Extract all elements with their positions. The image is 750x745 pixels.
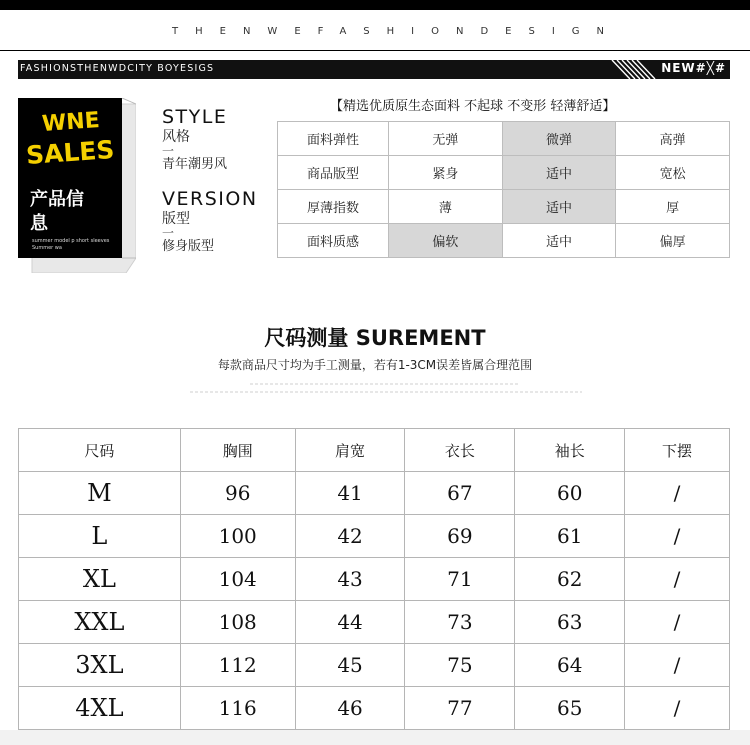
banner-new-label: NEW#╳# <box>661 61 726 75</box>
size-chart-table <box>18 428 730 730</box>
style-heading-cn: 风格 <box>162 129 190 145</box>
bottom-edge <box>0 730 750 745</box>
size-value-cell: 62 <box>515 558 625 601</box>
measure-note: 每款商品尺寸均为手工测量，若有1-3CM误差皆属合理范围 <box>217 358 533 372</box>
size-name-cell: 3XL <box>19 644 181 687</box>
size-value-cell: 61 <box>515 515 625 558</box>
size-table-header: 胸围 <box>180 429 295 472</box>
size-value-cell: 65 <box>515 687 625 730</box>
measure-title: 尺码测量 SUREMENT <box>264 326 486 350</box>
header-banner <box>18 60 730 79</box>
size-table-header: 尺码 <box>19 429 181 472</box>
size-value-cell: 96 <box>180 472 295 515</box>
property-option: 紧身 <box>389 156 503 190</box>
table-row <box>19 601 730 644</box>
product-info-badge <box>18 98 136 273</box>
style-dash: 一 <box>162 144 175 158</box>
size-value-cell: 112 <box>180 644 295 687</box>
property-option: 偏厚 <box>616 224 730 258</box>
size-value-cell: 60 <box>515 472 625 515</box>
property-option: 无弹 <box>389 122 503 156</box>
property-option: 宽松 <box>616 156 730 190</box>
divider-line <box>0 50 750 51</box>
property-option: 适中 <box>502 156 616 190</box>
property-option: 适中 <box>502 190 616 224</box>
size-value-cell: 64 <box>515 644 625 687</box>
property-row <box>278 224 730 258</box>
size-value-cell: 104 <box>180 558 295 601</box>
size-name-cell: XL <box>19 558 181 601</box>
size-value-cell: 71 <box>405 558 515 601</box>
property-name: 商品版型 <box>278 156 389 190</box>
fabric-properties-table <box>277 121 730 258</box>
property-name: 面料弹性 <box>278 122 389 156</box>
size-table-header-row <box>19 429 730 472</box>
property-row <box>278 190 730 224</box>
property-option: 厚 <box>616 190 730 224</box>
spec-column <box>162 106 272 256</box>
property-option: 薄 <box>389 190 503 224</box>
size-name-cell: XXL <box>19 601 181 644</box>
size-value-cell: 44 <box>295 601 405 644</box>
size-value-cell: 67 <box>405 472 515 515</box>
decorative-fine-text <box>190 380 582 400</box>
size-value-cell: 63 <box>515 601 625 644</box>
version-heading: VERSION <box>162 188 258 210</box>
version-heading-cn: 版型 <box>162 211 190 227</box>
size-value-cell: 77 <box>405 687 515 730</box>
style-value: 青年潮男风 <box>162 157 228 172</box>
size-value-cell: / <box>625 601 730 644</box>
stripes-icon <box>610 60 666 79</box>
style-heading: STYLE <box>162 106 228 128</box>
size-value-cell: / <box>625 558 730 601</box>
size-table-header: 肩宽 <box>295 429 405 472</box>
table-row <box>19 644 730 687</box>
property-option: 微弹 <box>502 122 616 156</box>
top-spaced-title: THENWEFASHIONDESIGN <box>172 26 622 37</box>
size-value-cell: 116 <box>180 687 295 730</box>
property-option: 偏软 <box>389 224 503 258</box>
table-row <box>19 472 730 515</box>
property-row <box>278 156 730 190</box>
size-name-cell: 4XL <box>19 687 181 730</box>
badge-title-line2: SALES <box>25 134 116 171</box>
size-value-cell: 69 <box>405 515 515 558</box>
version-value: 修身版型 <box>162 239 215 254</box>
property-name: 厚薄指数 <box>278 190 389 224</box>
size-value-cell: 75 <box>405 644 515 687</box>
size-value-cell: / <box>625 472 730 515</box>
size-table-header: 袖长 <box>515 429 625 472</box>
size-value-cell: 45 <box>295 644 405 687</box>
size-value-cell: / <box>625 644 730 687</box>
size-name-cell: L <box>19 515 181 558</box>
size-table-header: 下摆 <box>625 429 730 472</box>
badge-label: 产品信息 <box>30 189 84 234</box>
badge-title-line1: WNE <box>41 108 101 137</box>
size-value-cell: 42 <box>295 515 405 558</box>
size-table-header: 衣长 <box>405 429 515 472</box>
property-name: 面料质感 <box>278 224 389 258</box>
banner-text: FASHIONSTHENWDCITY BOYESIGS <box>20 63 215 74</box>
table-row <box>19 515 730 558</box>
top-black-bar <box>0 0 750 10</box>
size-value-cell: 73 <box>405 601 515 644</box>
size-value-cell: 41 <box>295 472 405 515</box>
table-row <box>19 558 730 601</box>
property-option: 适中 <box>502 224 616 258</box>
property-option: 高弹 <box>616 122 730 156</box>
size-value-cell: 43 <box>295 558 405 601</box>
size-value-cell: 46 <box>295 687 405 730</box>
table-row <box>19 687 730 730</box>
size-value-cell: / <box>625 687 730 730</box>
badge-small-text: summer model p short sleeves Summer wa <box>32 238 110 251</box>
size-name-cell: M <box>19 472 181 515</box>
size-value-cell: / <box>625 515 730 558</box>
property-row <box>278 122 730 156</box>
size-value-cell: 108 <box>180 601 295 644</box>
version-dash: 一 <box>162 226 175 240</box>
size-value-cell: 100 <box>180 515 295 558</box>
quality-caption: 【精选优质原生态面料 不起球 不变形 轻薄舒适】 <box>330 99 616 114</box>
